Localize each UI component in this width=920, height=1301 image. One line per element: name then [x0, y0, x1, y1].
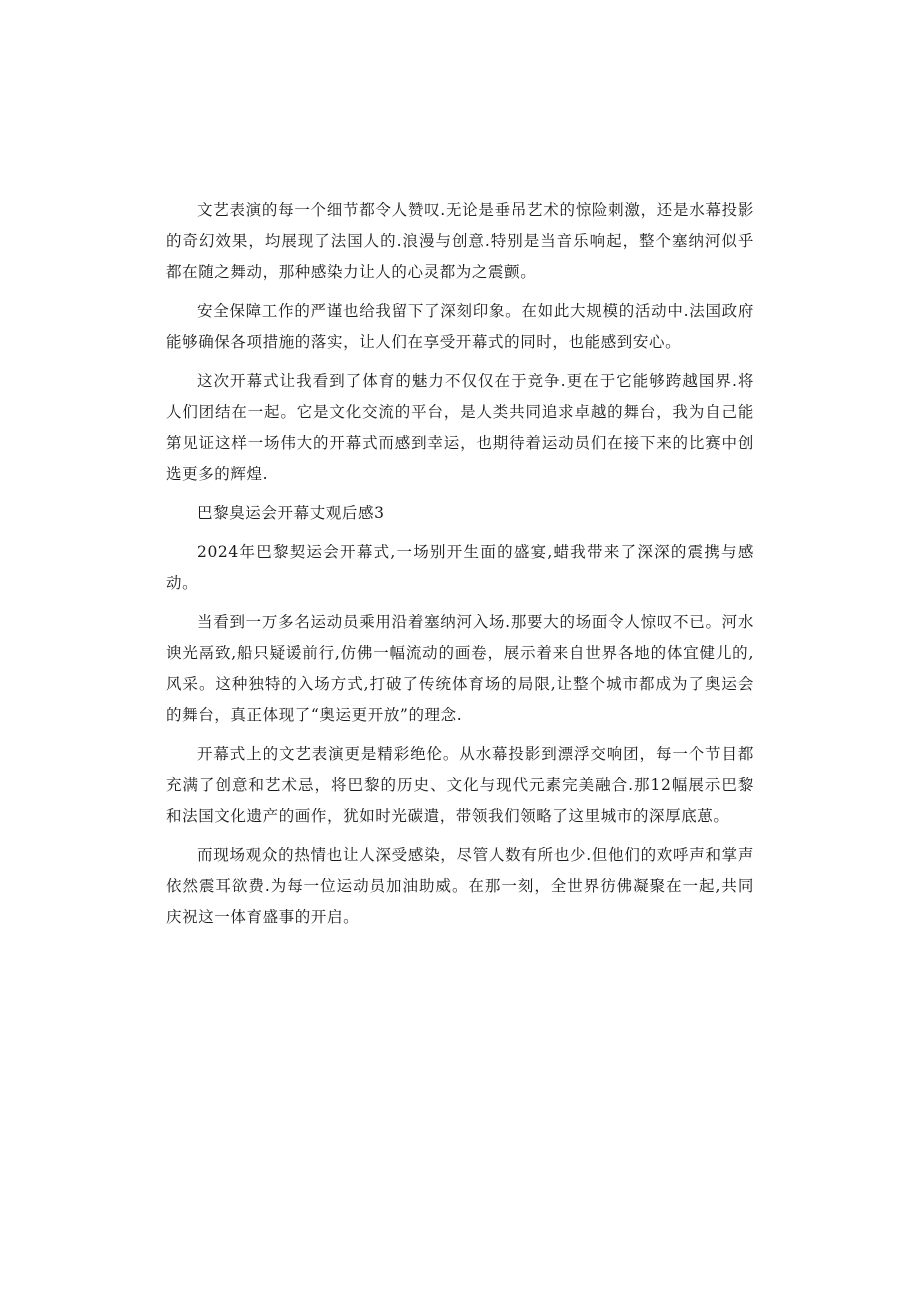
paragraph-3: 这次开幕式让我看到了体育的魅力不仅仅在于竞争.更在于它能够跨越国界.将人们团结在一起。它是文化交流的平台，是人类共同追求卓越的舞台，我为自己能第见证这样一场伟大的开幕式而感到幸运，也期待着运动员们在接下来的比赛中创选更多的辉煌. [166, 372, 754, 483]
paragraph-7: 而现场观众的热情也让人深受感染，尽管人数有所也少.但他们的欢呼声和掌声依然震耳欲费.为每一位运动员加油助威。在那一刻，全世界彷佛凝聚在一起,共同庆祝这一体育盛事的开启。 [166, 846, 754, 926]
document-body [166, 195, 754, 941]
paragraph-2: 安全保障工作的严谨也给我留下了深刻印象。在如此大规模的活动中.法国政府能够确保各项措施的落实，让人们在享受开幕式的同时，也能感到安心。 [166, 302, 754, 351]
paragraph-1: 文艺表演的每一个细节都令人赞叹.无论是垂吊艺术的惊险刺激，还是水幕投影的奇幻效果，均展现了法国人的.浪漫与创意.特别是当音乐响起，整个塞纳河似乎都在随之舞动，那种感染力让人的心灵都为之震颤。 [166, 201, 754, 281]
paragraph-4: 2024年巴黎契运会开幕式,一场别开生面的盛宴,蜡我带来了深深的震携与感动。 [166, 543, 754, 592]
paragraph-6: 开幕式上的文艺表演更是精彩绝伦。从水幕投影到漂浮交响团，每一个节目都充满了创意和艺术忌，将巴黎的历史、文化与现代元素完美融合.那12幅展示巴黎和法国文化遗产的画作，犹如时光碳遣，带领我们领略了这里城市的深厚底葸。 [166, 745, 754, 825]
paragraph-5: 当看到一万多名运动员乘用沿着塞纳河入场.那要大的场面令人惊叹不已。河水谀光鬲致,船只疑谖前行,仿佛一幅流动的画卷，展示着来自世界各地的体宜健儿的,风采。这种独特的入场方式,打破了传统体育场的局限,让整个城市都成为了奥运会的舞台，真正体现了“奥运更开放”的理念. [166, 613, 754, 724]
section-heading: 巴黎臭运会开幕丈观后感3 [197, 504, 385, 522]
